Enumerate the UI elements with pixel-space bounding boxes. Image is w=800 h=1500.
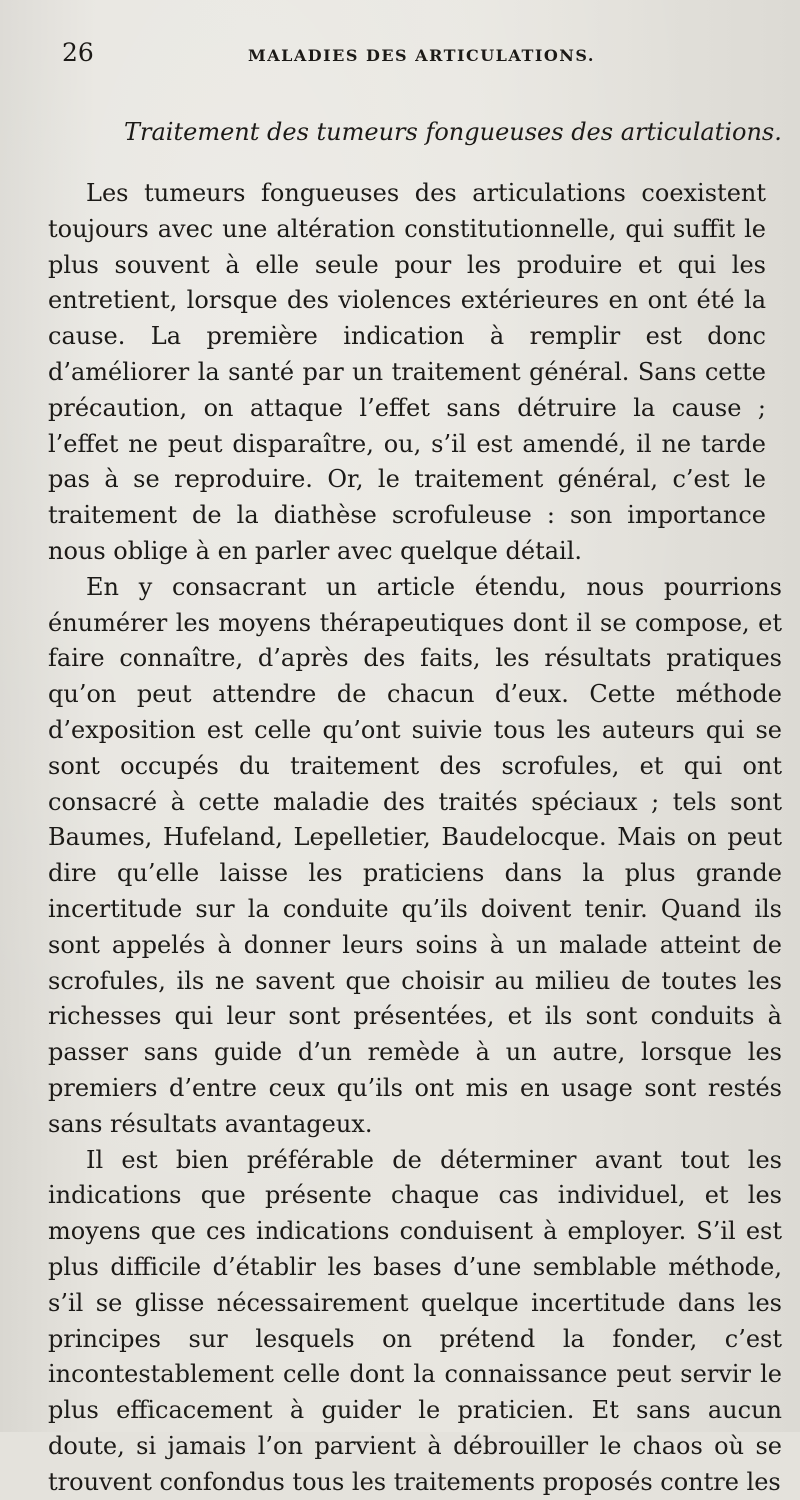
paragraph-1: Les tumeurs fongueuses des articulations coexistent toujours avec une altération constitutionnelle, qui suffit le plus souvent à elle seule pour les produire et qui les entretient, lorsque des violences extérieures en ont été la cause. La première indication à remplir est donc d’améliorer la santé par un traitement général. Sans cette précaution, on attaque l’effet sans détruire la cause ; l’effet ne peut disparaître, ou, s’il est amendé, il ne tarde pas à se reproduire. Or, le traitement général, c’est le traitement de la diathèse scrofuleuse : son importance nous oblige à en parler avec quelque détail. <box>48 179 766 565</box>
paragraph-3: Il est bien préférable de déterminer avant tout les indications que présente chaque cas individuel, et les moyens que ces indications conduisent à employer. S’il est plus difficile d’établir les bases d’une semblable méthode, s’il se glisse nécessairement quelque incertitude dans les principes sur lesquels on prétend la fonder, c’est incontestablement celle dont la connaissance peut servir le plus efficacement à guider le praticien. Et sans aucun doute, si jamais l’on parvient à débrouiller le chaos où se trouvent confondus tous les traitements proposés contre les <box>48 1145 782 1496</box>
section-title: Traitement des tumeurs fongueuses des articulations. <box>124 118 782 146</box>
page-header <box>48 38 782 78</box>
running-head: MALADIES DES ARTICULATIONS. <box>248 46 595 65</box>
page-number: 26 <box>62 38 94 67</box>
paragraph-2: En y consacrant un article étendu, nous pourrions énumérer les moyens thérapeutiques dont il se compose, et faire connaître, d’après des faits, les résultats pratiques qu’on peut attendre de chacun d’eux. Cette méthode d’exposition est celle qu’ont suivie tous les auteurs qui se sont occupés du traitement des scrofules, et qui ont consacré à cette maladie des traités spéciaux ; tels sont Baumes, Hufeland, Lepelletier, Baudelocque. Mais on peut dire qu’elle laisse les praticiens dans la plus grande incertitude sur la conduite qu’ils doivent tenir. Quand ils sont appelés à donner leurs soins à un malade atteint de scrofules, ils ne savent que choisir au milieu de toutes les richesses qui leur sont présentées, et ils sont conduits à passer sans guide d’un remède à un autre, lorsque les premiers d’entre ceux qu’ils ont mis en usage sont restés sans résultats avantageux. <box>48 572 782 1138</box>
